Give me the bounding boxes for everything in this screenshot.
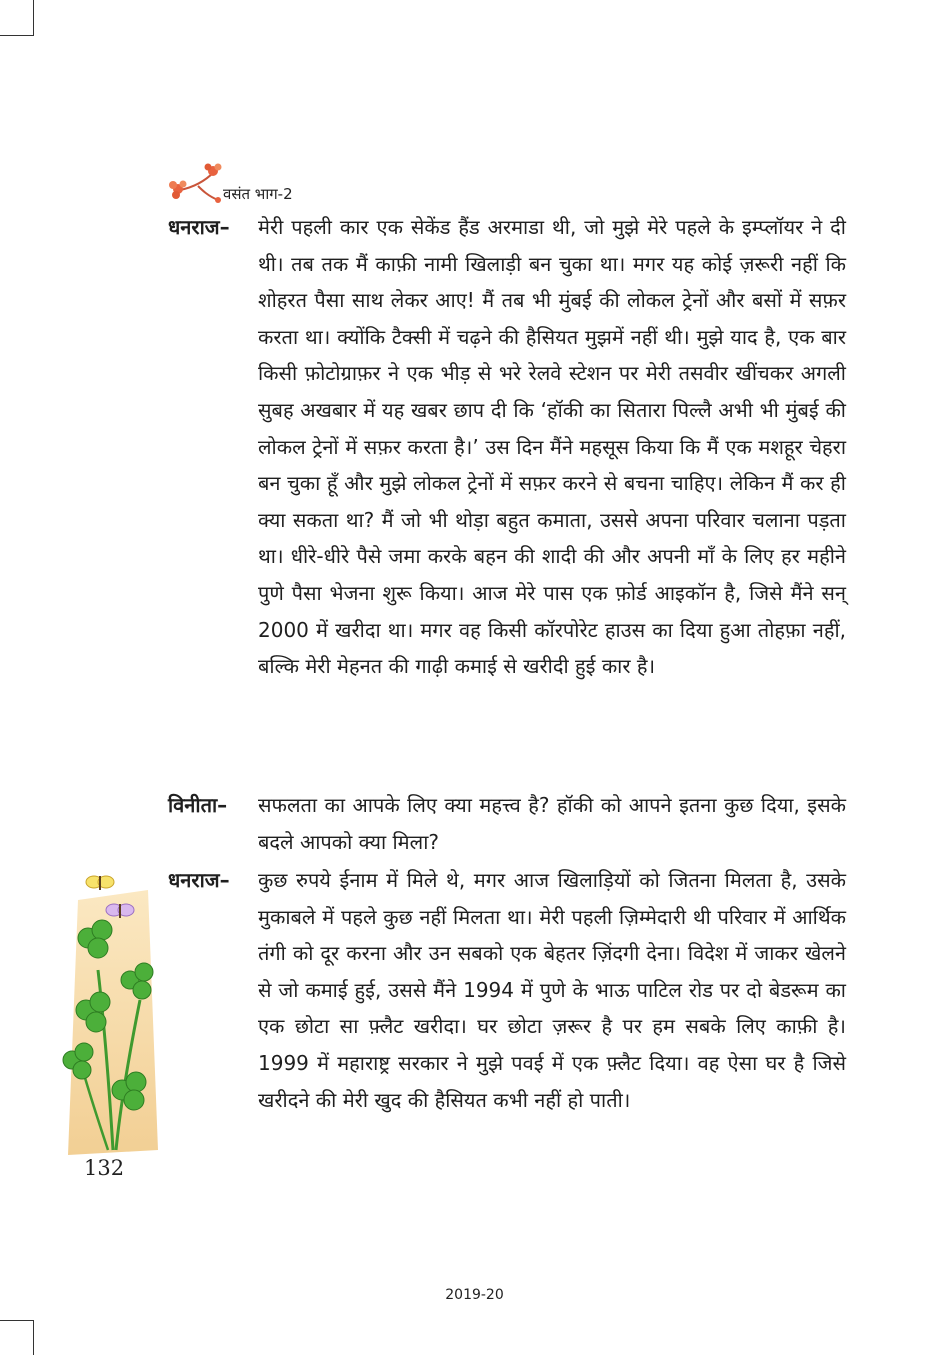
butterfly-icon xyxy=(86,876,114,890)
footer-year: 2019-20 xyxy=(445,1287,504,1303)
crop-mark-top-left-horizontal xyxy=(0,35,34,36)
crop-mark-bottom-left-vertical xyxy=(33,1320,34,1355)
dialogue-block-2 xyxy=(168,787,856,860)
crop-mark-top-left-vertical xyxy=(33,0,34,36)
speaker-name: विनीता– xyxy=(168,793,228,817)
speaker-name: धनराज– xyxy=(168,215,230,239)
speaker-name: धनराज– xyxy=(168,868,230,892)
flower-icon xyxy=(168,160,230,204)
clover-butterfly-illustration xyxy=(58,860,168,1160)
book-title: वसंत भाग-2 xyxy=(223,185,293,203)
dialogue-text: कुछ रुपये ईनाम में मिले थे, मगर आज खिलाड़ियों को जितना मिलता है, उसके मुकाबले में पहले कुछ नहीं मिलता था। मेरी पहली ज़िम्मेदारी थी परिवार में आर्थिक तंगी को दूर करना और उन सबको एक बेहतर ज़िंदगी देना। विदेश में जाकर खेलने से जो कमाई हुई, उससे मैंने 1994 में पुणे के भाऊ पाटिल रोड पर दो बेडरूम का एक छोटा सा फ़्लैट खरीदा। घर छोटा ज़रूर है पर हम सबके लिए काफ़ी है। 1999 में महाराष्ट्र सरकार ने मुझे पवई में एक फ़्लैट दिया। वह ऐसा घर है जिसे खरीदने की मेरी खुद की हैसियत कभी नहीं हो पाती। xyxy=(258,868,846,1112)
dialogue-text: सफलता का आपके लिए क्या महत्त्व है? हॉकी को आपने इतना कुछ दिया, इसके बदले आपको क्या मिला? xyxy=(258,793,846,854)
dialogue-text: मेरी पहली कार एक सेकेंड हैंड अरमाडा थी, जो मुझे मेरे पहले के इम्प्लॉयर ने दी थी। तब तक मैं काफ़ी नामी खिलाड़ी बन चुका था। मगर यह कोई ज़रूरी नहीं कि शोहरत पैसा साथ लेकर आए! मैं तब भी मुंबई की लोकल ट्रेनों और बसों में सफ़र करता था। क्योंकि टैक्सी में चढ़ने की हैसियत मुझमें नहीं थी। मुझे याद है, एक बार किसी फ़ोटोग्राफ़र ने एक भीड़ से भरे रेलवे स्टेशन पर मेरी तसवीर खींचकर अगली सुबह अखबार में यह खबर छाप दी कि ‘हॉकी का सितारा पिल्लै अभी भी मुंबई की लोकल ट्रेनों में सफ़र करता है।’ उस दिन मैंने महसूस किया कि मैं एक मशहूर चेहरा बन चुका हूँ और मुझे लोकल ट्रेनों में सफ़र करने से बचना चाहिए। लेकिन मैं कर ही क्या सकता था? मैं जो भी थोड़ा बहुत कमाता, उससे अपना परिवार चलाना पड़ता था। धीरे-धीरे पैसे जमा करके बहन की शादी की और अपनी माँ के लिए हर महीने पुणे पैसा भेजना शुरू किया। आज मेरे पास एक फ़ोर्ड आइकॉन है, जिसे मैंने सन् 2000 में खरीदा था। मगर वह किसी कॉरपोरेट हाउस का दिया हुआ तोहफ़ा नहीं, बल्कि मेरी मेहनत की गाढ़ी कमाई से खरीदी हुई कार है। xyxy=(258,215,846,679)
dialogue-block-1 xyxy=(168,209,856,685)
dialogue-block-3 xyxy=(168,862,856,1118)
page-number: 132 xyxy=(84,1156,125,1180)
running-header xyxy=(168,160,428,204)
crop-mark-bottom-left-horizontal xyxy=(0,1320,34,1321)
